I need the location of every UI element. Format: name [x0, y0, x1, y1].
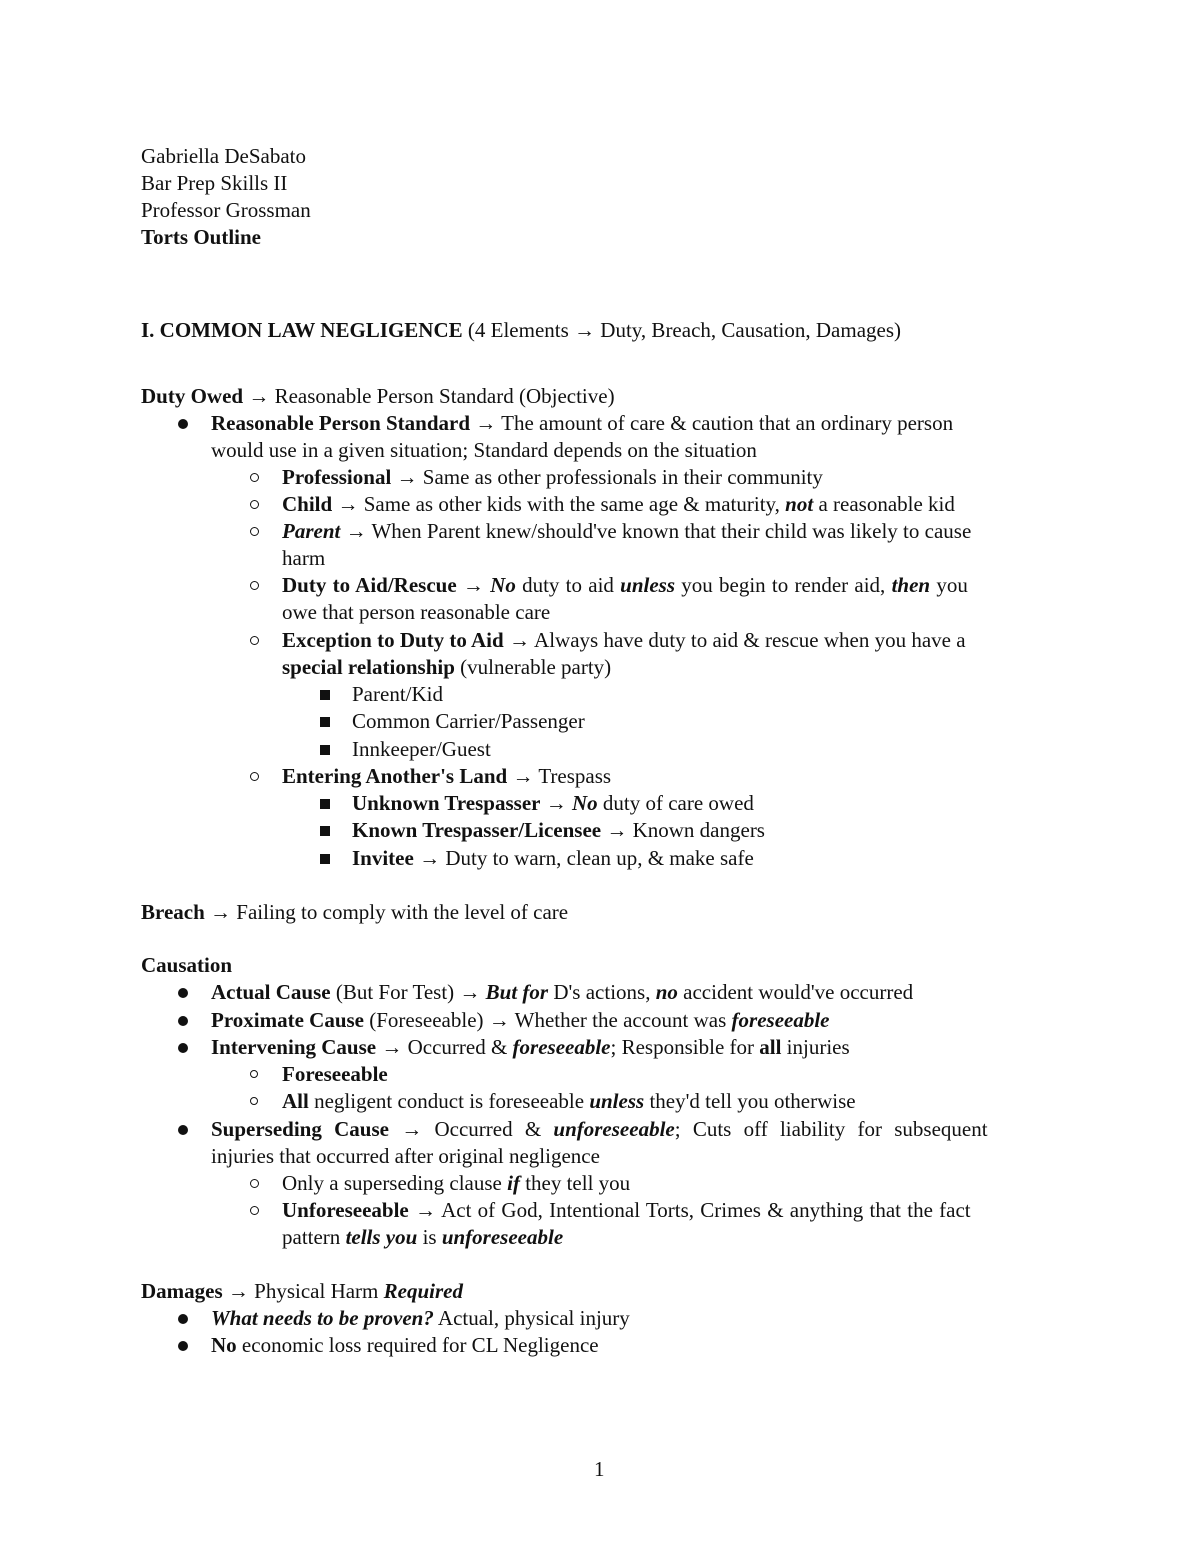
relationship-item: Innkeeper/Guest [352, 737, 491, 761]
only-a: Only a superseding clause [282, 1171, 508, 1195]
bullet-dot-icon [178, 988, 188, 998]
actual-desc-c: accident would've occurred [677, 980, 914, 1004]
section-heading-subtitle: (4 Elements → Duty, Breach, Causation, Damages) [462, 318, 902, 342]
land-item [282, 763, 611, 790]
unknown-no: No [571, 791, 598, 815]
bullet-square-icon [320, 717, 330, 727]
superseding-desc-2: injuries that occurred after original negligence [211, 1144, 600, 1168]
damages-label: Damages [141, 1279, 223, 1303]
unfore-desc: → Act of God, Intentional Torts, Crimes & anything that the fact [408, 1198, 971, 1222]
aid-desc-b: you begin to render aid, [675, 573, 892, 597]
invitee-desc: → Duty to warn, clean up, & make safe [413, 846, 754, 870]
aid-arrow: → [456, 573, 491, 597]
bullet-dot-icon [178, 1016, 188, 1026]
bullet-dot-icon [178, 1043, 188, 1053]
exception-desc-2: (vulnerable party) [454, 655, 612, 679]
proximate-desc: (Foreseeable) → Whether the account was [364, 1008, 732, 1032]
known-trespasser-item [352, 817, 765, 844]
all-negligent-item [282, 1088, 856, 1115]
intervening-all: all [759, 1035, 782, 1059]
parent-desc-2: harm [282, 546, 326, 570]
superseding-cause-item [211, 1116, 988, 1143]
bullet-dot-icon [178, 419, 188, 429]
duty-heading [141, 383, 615, 410]
bullet-square-icon [320, 826, 330, 836]
damages-required: Required [383, 1279, 463, 1303]
unfore-pattern: pattern [282, 1225, 346, 1249]
child-label: Child [282, 492, 333, 516]
intervening-label: Intervening Cause [211, 1035, 377, 1059]
invitee-item [352, 845, 754, 872]
aid-label: Duty to Aid/Rescue [282, 573, 457, 597]
exception-label: Exception to Duty to Aid [282, 628, 504, 652]
aid-desc-a: duty to aid [515, 573, 621, 597]
bullet-circle-icon [250, 636, 259, 645]
child-desc-end: a reasonable kid [813, 492, 955, 516]
bullet-square-icon [320, 799, 330, 809]
aid-desc-c: you [930, 573, 968, 597]
damages-proof-item [211, 1305, 630, 1332]
foreseeable-item: Foreseeable [282, 1062, 388, 1086]
rps-desc-1: → The amount of care & caution that an ordinary person [470, 411, 954, 435]
proximate-cause-item [211, 1007, 830, 1034]
rps-label: Reasonable Person Standard [211, 411, 471, 435]
intervening-desc-b: ; Responsible for [610, 1035, 760, 1059]
actual-label: Actual Cause [211, 980, 331, 1004]
professional-item [282, 464, 823, 491]
section-heading [141, 317, 901, 344]
parent-item [282, 518, 971, 545]
course-name: Bar Prep Skills II [141, 171, 288, 195]
proximate-label: Proximate Cause [211, 1008, 364, 1032]
rps-line-2: would use in a given situation; Standard depends on the situation [211, 438, 757, 462]
document-title: Torts Outline [141, 225, 261, 249]
only-if: if [507, 1171, 520, 1195]
bullet-circle-icon [250, 500, 259, 509]
superseding-desc-a: → Occurred & [388, 1117, 554, 1141]
special-relationship: special relationship [282, 655, 455, 679]
relationship-item: Common Carrier/Passenger [352, 709, 585, 733]
damages-no: No [211, 1333, 237, 1357]
superseding-label: Superseding Cause [211, 1117, 389, 1141]
professional-label: Professional [282, 465, 392, 489]
actual-butfor: But for [485, 980, 549, 1004]
all-unless: unless [589, 1089, 645, 1113]
damages-economic-item [211, 1332, 599, 1359]
proximate-foreseeable: foreseeable [731, 1008, 830, 1032]
invitee-label: Invitee [352, 846, 414, 870]
damages-desc: → Physical Harm [222, 1279, 384, 1303]
damages-answer: Actual, physical injury [433, 1306, 630, 1330]
bullet-square-icon [320, 745, 330, 755]
bullet-dot-icon [178, 1341, 188, 1351]
all-desc-b: they'd tell you otherwise [644, 1089, 856, 1113]
exception-desc: → Always have duty to aid & rescue when you have a [503, 628, 966, 652]
actual-desc-a: (But For Test) → [330, 980, 486, 1004]
unknown-label: Unknown Trespasser [352, 791, 541, 815]
unforeseeable-line-2 [282, 1224, 563, 1251]
duty-label: Duty Owed [141, 384, 244, 408]
actual-desc-b: D's actions, [548, 980, 656, 1004]
aid-item [282, 572, 968, 599]
rps-line-1 [211, 410, 953, 437]
bullet-dot-icon [178, 1314, 188, 1324]
relationship-item: Parent/Kid [352, 682, 443, 706]
exception-line-2 [282, 654, 611, 681]
superseding-desc-b: ; Cuts off liability for subsequent [674, 1117, 988, 1141]
breach-label: Breach [141, 900, 205, 924]
intervening-cause-item [211, 1034, 850, 1061]
superseding-unforeseeable: unforeseeable [553, 1117, 675, 1141]
all-label: All [282, 1089, 309, 1113]
land-label: Entering Another's Land [282, 764, 508, 788]
known-label: Known Trespasser/Licensee [352, 818, 602, 842]
damages-no-desc: economic loss required for CL Negligence [236, 1333, 599, 1357]
bullet-circle-icon [250, 1070, 258, 1078]
damages-heading [141, 1278, 463, 1305]
unknown-trespasser-item [352, 790, 754, 817]
section-heading-label: I. COMMON LAW NEGLIGENCE [141, 318, 463, 342]
all-desc-a: negligent conduct is foreseeable [308, 1089, 590, 1113]
actual-no: no [655, 980, 678, 1004]
unfore-is: is [417, 1225, 442, 1249]
bullet-square-icon [320, 854, 330, 864]
intervening-desc-c: injuries [781, 1035, 850, 1059]
unfore-label: Unforeseeable [282, 1198, 409, 1222]
only-superseding-item [282, 1170, 630, 1197]
intervening-desc-a: → Occurred & [376, 1035, 513, 1059]
author-name: Gabriella DeSabato [141, 144, 307, 168]
actual-cause-item [211, 979, 913, 1006]
aid-then: then [891, 573, 931, 597]
damages-question: What needs to be proven? [211, 1306, 434, 1330]
unforeseeable-item [282, 1197, 971, 1224]
intervening-foreseeable: foreseeable [512, 1035, 611, 1059]
bullet-circle-icon [250, 527, 259, 536]
aid-no: No [490, 573, 516, 597]
professor-name: Professor Grossman [141, 198, 311, 222]
exception-item [282, 627, 966, 654]
causation-heading: Causation [141, 953, 233, 977]
unknown-arrow: → [540, 791, 572, 815]
bullet-circle-icon [250, 1206, 259, 1215]
breach-desc: → Failing to comply with the level of care [204, 900, 569, 924]
only-b: they tell you [519, 1171, 631, 1195]
unfore-word: unforeseeable [441, 1225, 564, 1249]
bullet-circle-icon [250, 1097, 258, 1105]
breach-heading [141, 899, 568, 926]
known-desc: → Known dangers [601, 818, 765, 842]
bullet-square-icon [320, 690, 330, 700]
unfore-tells: tells you [345, 1225, 418, 1249]
parent-label: Parent [282, 519, 341, 543]
duty-desc: → Reasonable Person Standard (Objective) [243, 384, 615, 408]
aid-desc-2: owe that person reasonable care [282, 600, 551, 624]
land-desc: → Trespass [507, 764, 612, 788]
child-item [282, 491, 955, 518]
bullet-circle-icon [250, 772, 259, 781]
professional-desc: → Same as other professionals in their community [391, 465, 823, 489]
unknown-desc: duty of care owed [597, 791, 754, 815]
bullet-circle-icon [250, 581, 259, 590]
bullet-circle-icon [250, 1179, 259, 1188]
bullet-circle-icon [250, 473, 259, 482]
parent-desc: → When Parent knew/should've known that their child was likely to cause [340, 519, 972, 543]
bullet-dot-icon [178, 1125, 188, 1135]
child-desc: → Same as other kids with the same age & maturity, [332, 492, 786, 516]
aid-unless: unless [620, 573, 676, 597]
page-number: 1 [594, 1457, 605, 1481]
child-not: not [785, 492, 814, 516]
